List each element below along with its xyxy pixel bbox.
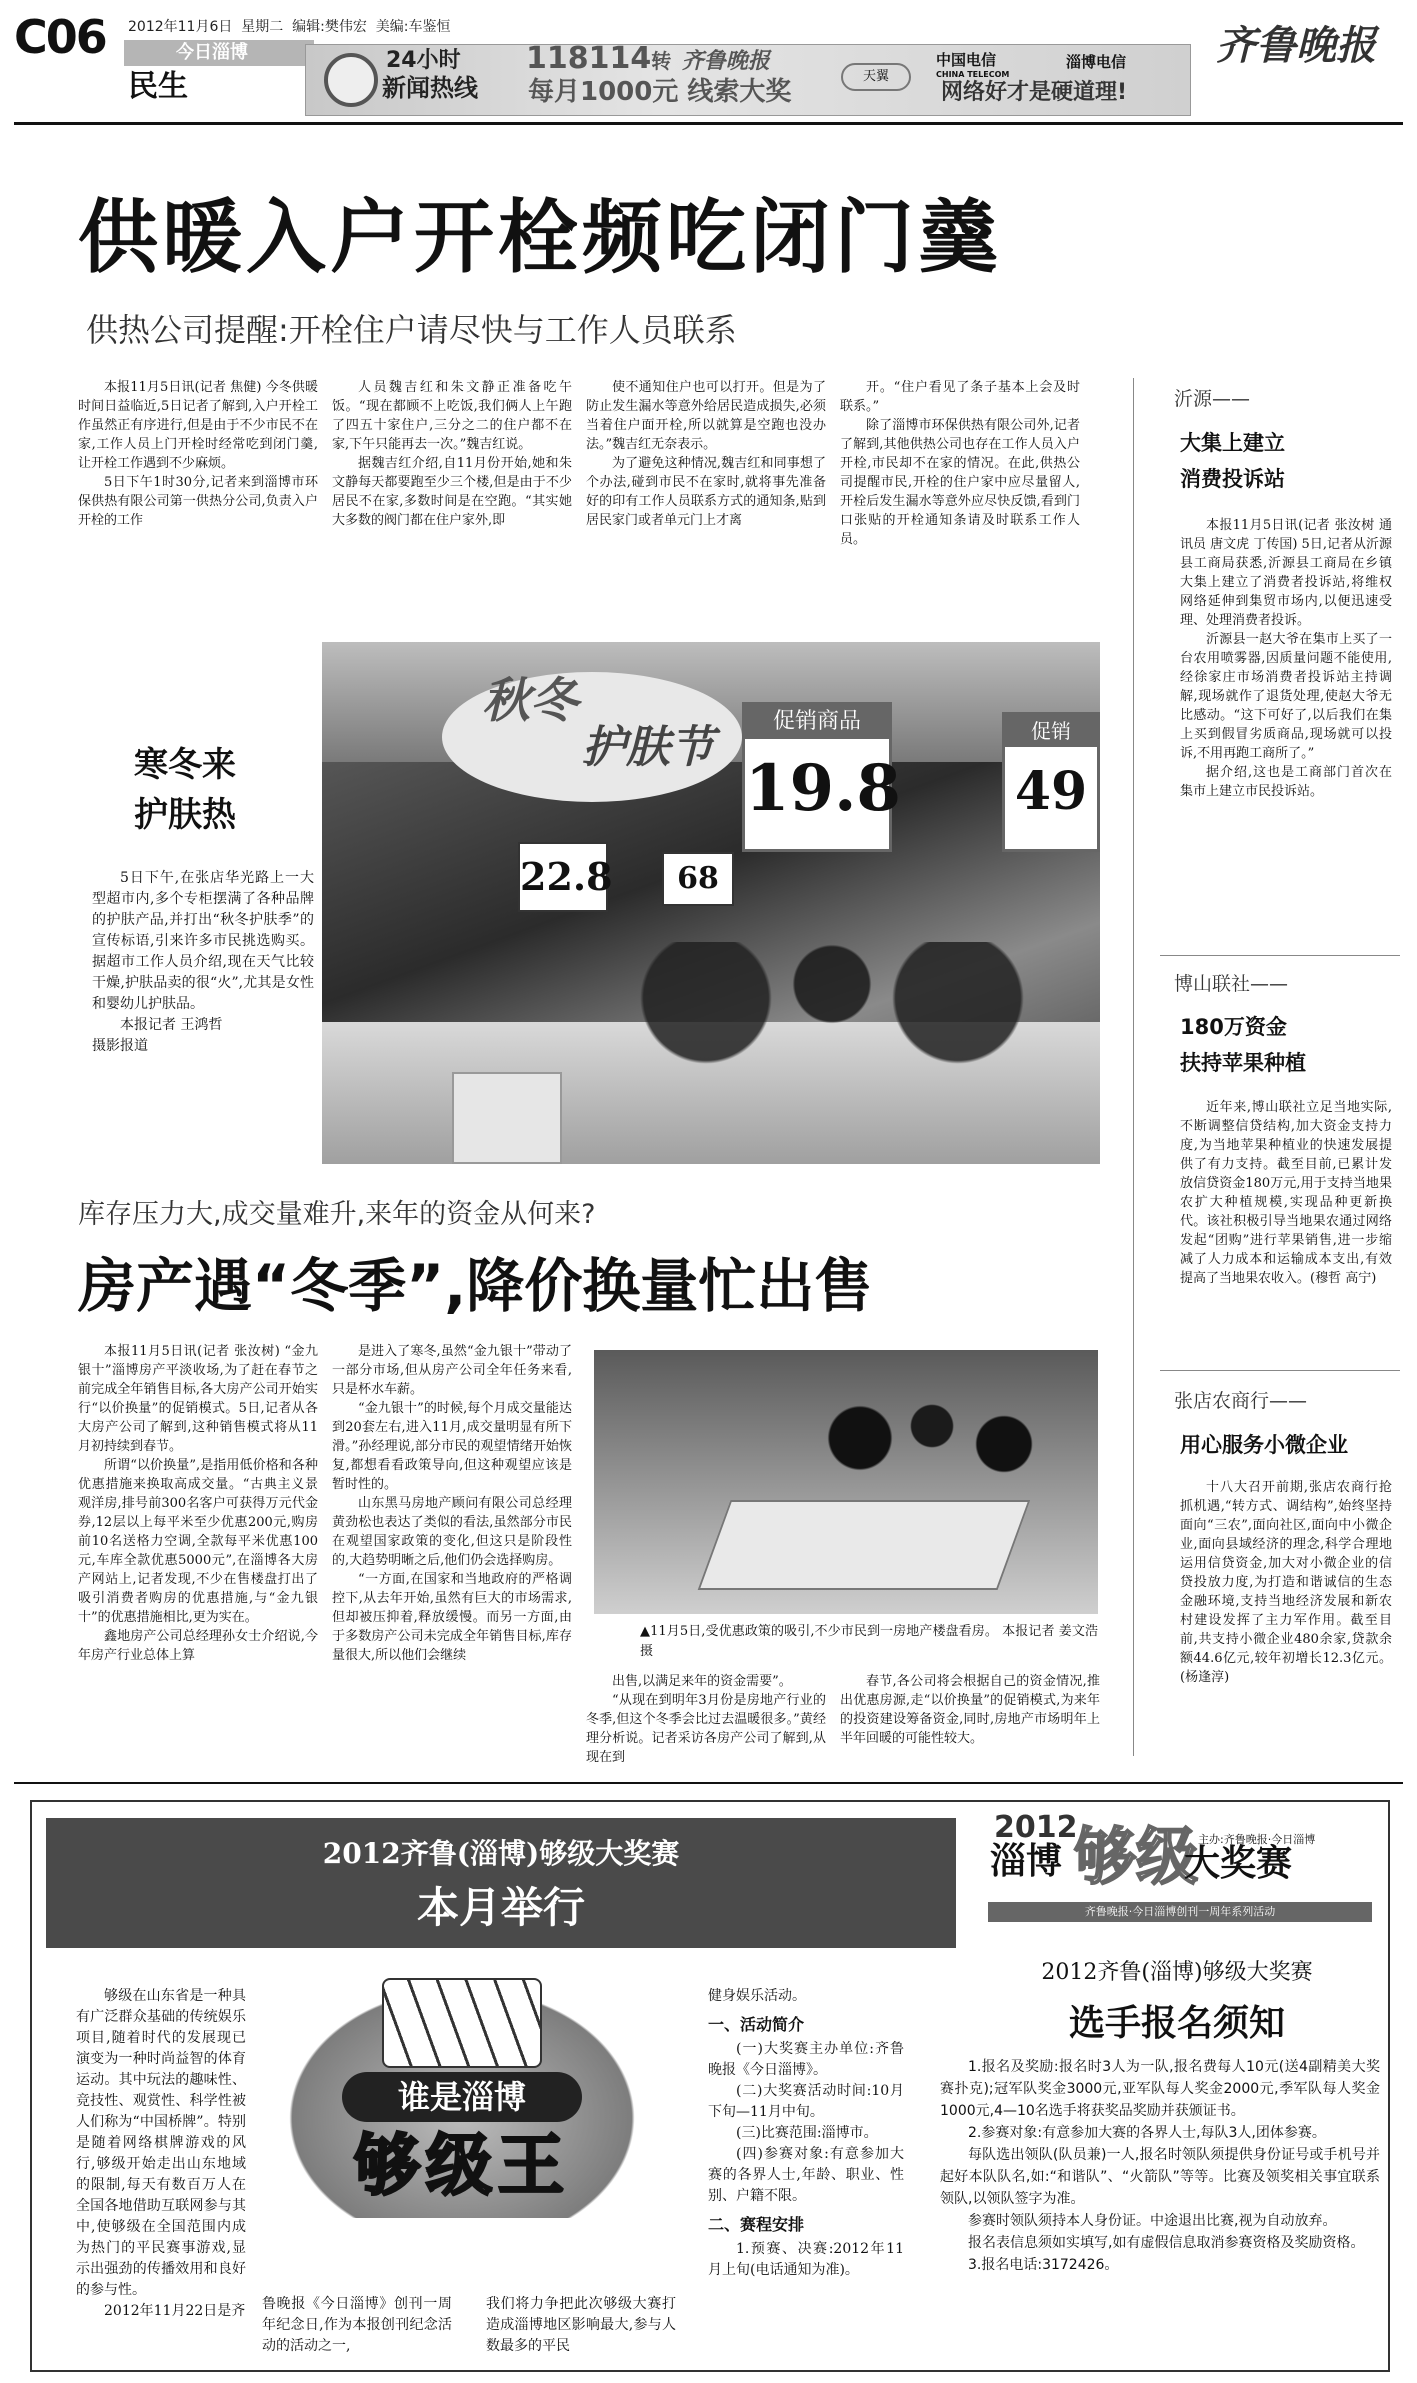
hotline-top: 24小时 <box>386 48 461 73</box>
ad-subtitle: 本月举行 <box>416 1883 585 1932</box>
paragraph: 1.预赛、决赛:2012年11月上旬(电话通知为准)。 <box>708 2241 904 2278</box>
ad-heading-2: 二、赛程安排 <box>708 2215 805 2234</box>
cards-icon <box>382 1978 542 2068</box>
telecom-logo <box>936 51 1009 80</box>
logo-bar: 齐鲁晚报·今日淄博创刊一周年系列活动 <box>988 1902 1372 1922</box>
article2-kicker: 库存压力大,成交量难升,来年的资金从何来? <box>78 1199 596 1230</box>
sign-label: 促销商品 <box>745 705 889 739</box>
editor: 编辑:樊伟宏 <box>292 19 367 35</box>
paragraph: 是进入了寒冬,虽然“金九银十”带动了一部分市场,但从房产公司全年任务来看,只是杯水车薪。 <box>332 1344 572 1397</box>
designer: 美编:车鉴恒 <box>375 19 451 35</box>
advert-face <box>452 1072 562 1164</box>
photo1-caption <box>92 868 314 1104</box>
article2-col4 <box>840 1672 1100 1752</box>
ad-title: 2012齐鲁(淄博)够级大奖赛 <box>322 1837 680 1870</box>
price-sign <box>742 702 901 852</box>
article2-col2 <box>332 1342 572 1750</box>
paragraph: 人员魏吉红和朱文静正准备吃午饭。“现在都顾不上吃饭,我们俩人上午跑了四五十家住户,三分之二的住户都不在家,下午只能再去一次。”魏吉红说。 <box>332 380 572 452</box>
paragraph: 够级在山东省是一种具有广泛群众基础的传统娱乐项目,随着时代的发展现已演变为一种时尚益智的体育运动。其中玩法的趣味性、竞技性、观赏性、科学性被人们称为“中国桥牌”。特别是随着网络棋牌游戏的风行,够级开始走出山东地域的限制,每天有数百万人在全国各地借助互联网参与其中,使够级在全国范围内成为热门的平民赛事游戏,显示出强劲的传播效用和良好的参与性。 <box>76 1988 246 2298</box>
ad-prize: 每月1000元 线索大奖 <box>528 77 792 107</box>
price-sign-right <box>1002 712 1100 852</box>
logo-year: 2012 <box>994 1810 1078 1845</box>
paragraph: 本报11月5日讯(记者 焦健) 今冬供暖时间日益临近,5日记者了解到,入户开栓工作虽然正有序进行,但是由于不少市民不在家,工作人员上门开栓时经常吃到闭门羹,让开栓工作遇到不少麻烦。 <box>78 380 318 471</box>
crowd <box>622 942 1042 1082</box>
supermarket-photo <box>322 642 1100 1164</box>
side1-tag: 沂源—— <box>1174 388 1251 410</box>
ad-top-rule <box>14 1782 1403 1784</box>
rules-body <box>940 2056 1380 2368</box>
sidebar-divider <box>1133 378 1134 1756</box>
photo1-title-line2: 护肤热 <box>134 795 236 835</box>
side2-body <box>1180 1098 1392 1348</box>
paragraph: “一方面,在国家和当地政府的严格调控下,从去年开始,虽然有巨大的市场需求,但却被压抑着,释放缓慢。而另一方面,由于多数房产公司未完成全年销售目标,库存量很大,所以他们会继续 <box>332 1572 572 1663</box>
number-suffix: 转 <box>651 49 672 73</box>
telecom-en: CHINA TELECOM <box>936 70 1010 79</box>
paragraph: 使不通知住户也可以打开。但是为了防止发生漏水等意外给居民造成损失,必须当着住户面开栓,所以就算是空跑也没办法。”魏吉红无奈表示。 <box>586 380 826 452</box>
article2-col1 <box>78 1342 318 1750</box>
ad-brand: 齐鲁晚报 <box>681 49 770 74</box>
banner-text2: 护肤节 <box>582 722 714 773</box>
number: 118114 <box>526 41 652 76</box>
side3-tag: 张店农商行—— <box>1174 1390 1308 1412</box>
rules-title: 2012齐鲁(淄博)够级大奖赛 <box>1041 1960 1313 1985</box>
paragraph: 所谓“以价换量”,是指用低价格和各种优惠措施来换取高成交量。“古典主义景观洋房,排号前300名客户可获得万元代金券,12层以上每平米至少优惠200元,购房前10名送格力空调,全款每平米优惠100元,车库全款优惠5000元”,在淄博各大房产网站上,记者发现,不少在售楼盘打出了吸引消费者购房的优惠措施,与“金九银十”的优惠措施相比,更为实在。 <box>78 1458 318 1625</box>
price-tag-2: 68 <box>662 852 734 906</box>
side2-tag: 博山联社—— <box>1174 973 1289 995</box>
side3-body <box>1180 1478 1392 1756</box>
brand-logo: 齐鲁晚报 <box>1216 22 1376 69</box>
logo-prize: 大奖赛 <box>1184 1843 1293 1884</box>
paragraph: (二)大奖赛活动时间:10月下旬—11月中旬。 <box>708 2083 904 2120</box>
side1-title-1: 大集上建立 <box>1180 431 1285 455</box>
rule: 1.报名及奖励:报名时3人为一队,报名费每人10元(送4副精美大奖赛扑克);冠军队奖金3000元,亚军队每人奖金2000元,季军队每人奖金1000元,4—10名选手将获奖品奖励并获颁证书。 <box>940 2059 1380 2119</box>
paragraph: 本报11月5日讯(记者 张汝树 通讯员 唐文虎 丁传国) 5日,记者从沂源县工商局获悉,沂源县工商局在乡镇大集上建立了消费者投诉站,将维权网络延伸到集贸市场内,以便迅速受理、处理消费者投诉。 <box>1180 518 1392 628</box>
page-number: C06 <box>14 10 106 64</box>
banner-text1: 秋冬 <box>482 673 579 729</box>
paragraph: 春节,各公司将会根据自己的资金情况,推出优惠房源,走“以价换量”的促销模式,为来年的投资建设筹备资金,同时,房地产市场明年上半年回暖的可能性较大。 <box>840 1674 1100 1746</box>
ad-col4 <box>708 1986 904 2370</box>
rule: 2.参赛对象:有意参加大赛的各界人士,每队3人,团体参赛。 <box>968 2125 1326 2141</box>
logo-word: 够级 <box>1074 1820 1199 1893</box>
ad-col1 <box>76 1986 246 2370</box>
article1-col2 <box>332 378 572 604</box>
logo-city: 淄博 <box>990 1841 1063 1882</box>
telecom-name: 中国电信 <box>936 51 997 69</box>
photo1-title <box>134 740 236 840</box>
article2-title: 房产遇“冬季”,降价换量忙出售 <box>78 1252 873 1320</box>
side2-title <box>1180 1014 1306 1076</box>
poster-main: 够级王 <box>354 2127 570 2204</box>
logo-host: 主办:齐鲁晚报·今日淄博 <box>1198 1833 1316 1846</box>
date: 2012年11月6日 <box>128 19 233 35</box>
ad-logo <box>978 1812 1378 1924</box>
side1-title-2: 消费投诉站 <box>1180 467 1285 491</box>
side3-title: 用心服务小微企业 <box>1180 1433 1348 1457</box>
ad-banner <box>46 1818 956 1948</box>
rule: 参赛时领队须持本人身份证。中途退出比赛,视为自动放弃。 <box>968 2213 1337 2229</box>
side-rule-1 <box>1160 955 1400 956</box>
header-rule <box>14 122 1403 125</box>
paragraph: 5日下午1时30分,记者来到淄博市环保供热有限公司第一供热分公司,负责入户开栓的工作 <box>78 475 318 528</box>
poster-top: 谁是淄博 <box>342 2072 582 2122</box>
sign-price: 19.8 <box>745 751 901 826</box>
ad-heading-1: 一、活动简介 <box>708 2015 805 2034</box>
paragraph: (四)参赛对象:有意参加大赛的各界人士,年龄、职业、性别、户籍不限。 <box>708 2146 904 2204</box>
rules-heading: 选手报名须知 <box>1068 2003 1285 2044</box>
paragraph: (一)大奖赛主办单位:齐鲁晚报《今日淄博》。 <box>708 2041 904 2078</box>
paragraph: 本报11月5日讯(记者 张汝树) “金九银十”淄博房产平淡收场,为了赶在春节之前完成全年销售目标,各大房产公司开始实行“以价换量”的促销模式。5日,记者从各大房产公司了解到,这种销售模式将从11月初持续到春节。 <box>78 1344 318 1454</box>
hotline-bottom: 新闻热线 <box>382 74 478 102</box>
article1-col1 <box>78 378 318 604</box>
paragraph: 近年来,博山联社立足当地实际,不断调整信贷结构,加大资金支持力度,为当地苹果种植业的快速发展提供了有力支持。截至目前,已累计发放信贷资金180万元,用于支持当地果农扩大种植规模,实现品种更新换代。该社积极引导当地果农通过网络发起“团购”进行苹果销售,进一步缩减了人力成本和运输成本支出,有效提高了当地果农收入。(穆哲 高宁) <box>1180 1100 1392 1286</box>
paragraph: “金九银十”的时候,每个月成交量能达到20套左右,进入11月,成交量明显有所下滑。”孙经理说,部分市民的观望情绪开始恢复,都想看看政策导向,但这种观望应该是暂时性的。 <box>332 1401 572 1492</box>
paragraph: (三)比赛范围:淄博市。 <box>736 2125 878 2141</box>
paragraph: 除了淄博市环保供热有限公司外,记者了解到,其他供热公司也存在工作人员入户开栓,市民却不在家的情况。在此,供热公司提醒市民,开栓的住户家中应尽量留人,开栓后发生漏水等意外应尽快反馈,看到门口张贴的开栓通知条请及时联系工作人员。 <box>840 418 1080 547</box>
section-tag: 今日淄博 <box>124 40 314 66</box>
article1-title: 供暖入户开栓频吃闭门羹 <box>78 191 1002 284</box>
caption: 5日下午,在张店华光路上一大型超市内,多个专柜摆满了各种品牌的护肤产品,并打出“秋冬护肤季”的宣传标语,引来许多市民挑选购买。据超市工作人员介绍,现在天气比较干燥,护肤品卖的很“火”,尤其是女性和婴幼儿护肤品。 <box>92 870 314 1012</box>
slogan: 网络好才是硬道理! <box>941 80 1128 105</box>
paragraph: 沂源县一赵大爷在集市上买了一台农用喷雾器,因质量问题不能使用,经徐家庄市场消费者投诉站主持调解,现场就作了退货处理,使赵大爷无比感动。“这下可好了,以后我们在集上买到假冒劣质商品,现场就可以投诉,不用再跑工商所了。” <box>1180 632 1392 761</box>
photo1-title-line1: 寒冬来 <box>134 745 236 785</box>
paragraph: 为了避免这种情况,魏吉红和同事想了个办法,碰到市民不在家时,就将事先准备好的印有工作人员联系方式的通知条,贴到居民家门或者单元门上才离 <box>586 456 826 528</box>
article1-col3 <box>586 378 826 604</box>
phone-icon <box>324 53 378 107</box>
paragraph: 据介绍,这也是工商部门首次在集市上建立市民投诉站。 <box>1180 765 1392 799</box>
rule: 3.报名电话:3172426。 <box>968 2257 1119 2273</box>
paragraph: 2012年11月22日是齐 <box>104 2303 246 2319</box>
rule: 每队选出领队(队员兼)一人,报名时领队须提供身份证号或手机号并起好本队队名,如:“和谐队”、“火箭队”等等。比赛及领奖相关事宜联系领队,以领队签字为准。 <box>940 2147 1380 2207</box>
poster <box>262 1968 662 2218</box>
section-name: 民生 <box>128 69 188 104</box>
article2-photo-caption: ▲11月5日,受优惠政策的吸引,不少市民到一房地产楼盘看房。 本报记者 姜文浩 摄 <box>640 1624 1098 1659</box>
side2-title-2: 扶持苹果种植 <box>1180 1051 1306 1075</box>
sign-label: 促销 <box>1005 715 1097 747</box>
esurf-logo: 天翼 <box>841 63 911 91</box>
paragraph: 鑫地房产公司总经理孙女士介绍说,今年房产行业总体上算 <box>78 1629 318 1663</box>
paragraph: “从现在到明年3月份是房地产行业的冬季,但这个冬季会比过去温暖很多。”黄经理分析说。记者采访各房产公司了解到,从现在到 <box>586 1693 826 1765</box>
ad-col3: 我们将力争把此次够级大赛打造成淄博地区影响最大,参与人数最多的平民 <box>486 2296 676 2354</box>
hotline-ad <box>305 41 1191 116</box>
price-tag-1: 22.8 <box>518 842 608 912</box>
article1-col4 <box>840 378 1080 604</box>
article2-col3 <box>586 1672 826 1765</box>
side1-title <box>1180 430 1285 492</box>
hotline-number <box>526 41 770 76</box>
sign-price: 49 <box>1014 761 1088 822</box>
caption-credit2: 摄影报道 <box>92 1038 148 1054</box>
rule: 报名表信息须如实填写,如有虚假信息取消参赛资格及奖励资格。 <box>968 2235 1365 2251</box>
ad-col2: 鲁晚报《今日淄博》创刊一周年纪念日,作为本报创刊纪念活动的活动之一, <box>262 2296 452 2354</box>
weekday: 星期二 <box>241 19 284 35</box>
paragraph: 据魏吉红介绍,自11月份开始,她和朱文静每天都要跑至少三个楼,但是由于不少居民不在家,多数时间是在空跑。“其实她大多数的阀门都在住户家外,即 <box>332 456 572 528</box>
paragraph: 健身娱乐活动。 <box>708 1988 806 2004</box>
caption-credit: 本报记者 王鸿哲 <box>120 1017 223 1033</box>
side-rule-2 <box>1160 1370 1400 1371</box>
side2-title-1: 180万资金 <box>1180 1015 1287 1039</box>
sand-table <box>698 1500 1031 1590</box>
house-viewing-photo <box>594 1350 1098 1614</box>
paragraph: 开。“住户看见了条子基本上会及时联系。” <box>840 380 1080 414</box>
paragraph: 出售,以满足来年的资金需要”。 <box>612 1674 792 1689</box>
visitors <box>824 1390 1064 1510</box>
paragraph: 十八大召开前期,张店农商行抢抓机遇,“转方式、调结构”,始终坚持面向“三农”,面向社区,面向中小微企业,面向县域经济的理念,科学合理地运用信贷资金,加大对小微企业的信贷投放力度,为打造和谐诚信的生态金融环境,支持当地经济发展和新农村建设发挥了主力军作用。截至目前,共支持小微企业480余家,贷款余额44.6亿元,较年初增长12.3亿元。(杨逢淳) <box>1180 1480 1392 1685</box>
telecom2: 淄博电信 <box>1066 53 1127 71</box>
article1-subtitle: 供热公司提醒:开栓住户请尽快与工作人员联系 <box>86 311 737 349</box>
side1-body <box>1180 516 1392 916</box>
paragraph: 山东黑马房地产顾问有限公司总经理黄劲松也表达了类似的看法,虽然部分市民在观望国家政策的变化,但这只是阶段性的,大趋势明晰之后,他们仍会选择购房。 <box>332 1496 572 1568</box>
date-line <box>128 18 451 37</box>
